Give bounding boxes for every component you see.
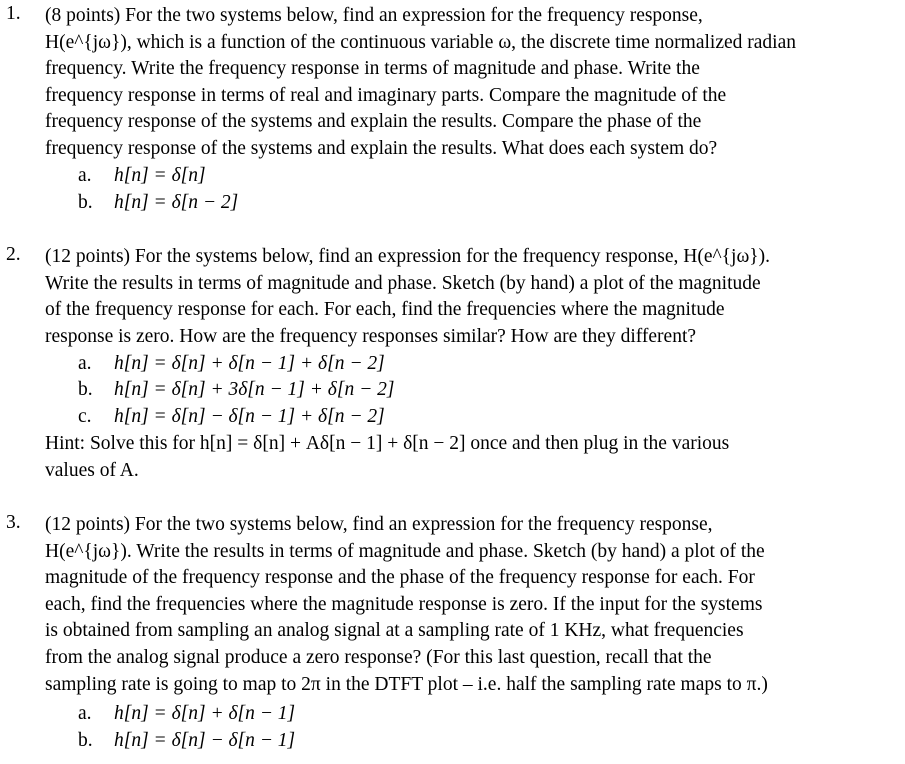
problem-text [45,512,905,698]
problem-line: Write the results in terms of magnitude and phase. Sketch (by hand) a plot of the magnitude [45,272,761,294]
problem-line: sampling rate is going to map to 2π in the DTFT plot – i.e. half the sampling rate maps to π.) [45,673,768,695]
problem-line: (8 points) For the two systems below, find an expression for the frequency response, [45,5,703,26]
problem-number: 2. [6,244,21,265]
sub-item [78,351,878,378]
problem-text [45,244,905,350]
sub-item-expression: h[n] = δ[n − 2] [114,192,239,213]
sub-item [78,190,878,217]
sub-item-label: a. [78,703,92,724]
sub-item-label: a. [78,353,92,374]
sub-item-label: b. [78,379,93,400]
problem-line: (12 points) For the systems below, find an expression for the frequency response, H(e^{jω}). [45,246,771,267]
problem-line: of the frequency response for each. For each, find the frequencies where the magnitude [45,299,725,321]
sub-item-label: b. [78,730,93,751]
problem-number: 1. [6,3,21,24]
hint-line: Hint: Solve this for h[n] = δ[n] + Aδ[n − 1] + δ[n − 2] once and then plug in the various [45,433,730,454]
sub-item-label: c. [78,406,92,427]
problem-line: response is zero. How are the frequency responses similar? How are they different? [45,325,697,347]
sub-item-expression: h[n] = δ[n] + δ[n − 1] [114,703,296,724]
sub-item-expression: h[n] = δ[n] − δ[n − 1] + δ[n − 2] [114,406,385,427]
sub-item-expression: h[n] = δ[n] − δ[n − 1] [114,730,296,751]
sub-item-expression: h[n] = δ[n] + δ[n − 1] + δ[n − 2] [114,353,385,374]
problem-line: frequency response of the systems and explain the results. What does each system do? [45,137,718,159]
problem-text [45,3,905,163]
sub-item [78,701,878,728]
problem-number: 3. [6,512,21,533]
problem-line: from the analog signal produce a zero response? (For this last question, recall that the [45,646,712,668]
hint-line: values of A. [45,459,139,481]
hint-text [45,431,905,484]
sub-item [78,404,878,431]
sub-item [78,163,878,190]
sub-item-expression: h[n] = δ[n] [114,165,206,186]
problem-line: frequency response in terms of real and imaginary parts. Compare the magnitude of the [45,84,727,106]
problem-line: H(e^{jω}). Write the results in terms of magnitude and phase. Sketch (by hand) a plot of the [45,540,765,562]
problem-line: is obtained from sampling an analog signal at a sampling rate of 1 KHz, what frequencies [45,620,744,642]
sub-item-label: b. [78,192,93,213]
problem-line: magnitude of the frequency response and the phase of the frequency response for each. For [45,567,755,589]
sub-item-label: a. [78,165,92,186]
problem-line: frequency. Write the frequency response in terms of magnitude and phase. Write the [45,58,700,80]
problem-line: H(e^{jω}), which is a function of the continuous variable ω, the discrete time normalized radian [45,31,796,53]
sub-item [78,377,878,404]
sub-item-expression: h[n] = δ[n] + 3δ[n − 1] + δ[n − 2] [114,379,395,400]
problem-line: (12 points) For the two systems below, find an expression for the frequency response, [45,514,713,535]
problem-line: frequency response of the systems and explain the results. Compare the phase of the [45,111,702,133]
problem-line: each, find the frequencies where the magnitude response is zero. If the input for the systems [45,593,763,615]
sub-item [78,728,878,755]
